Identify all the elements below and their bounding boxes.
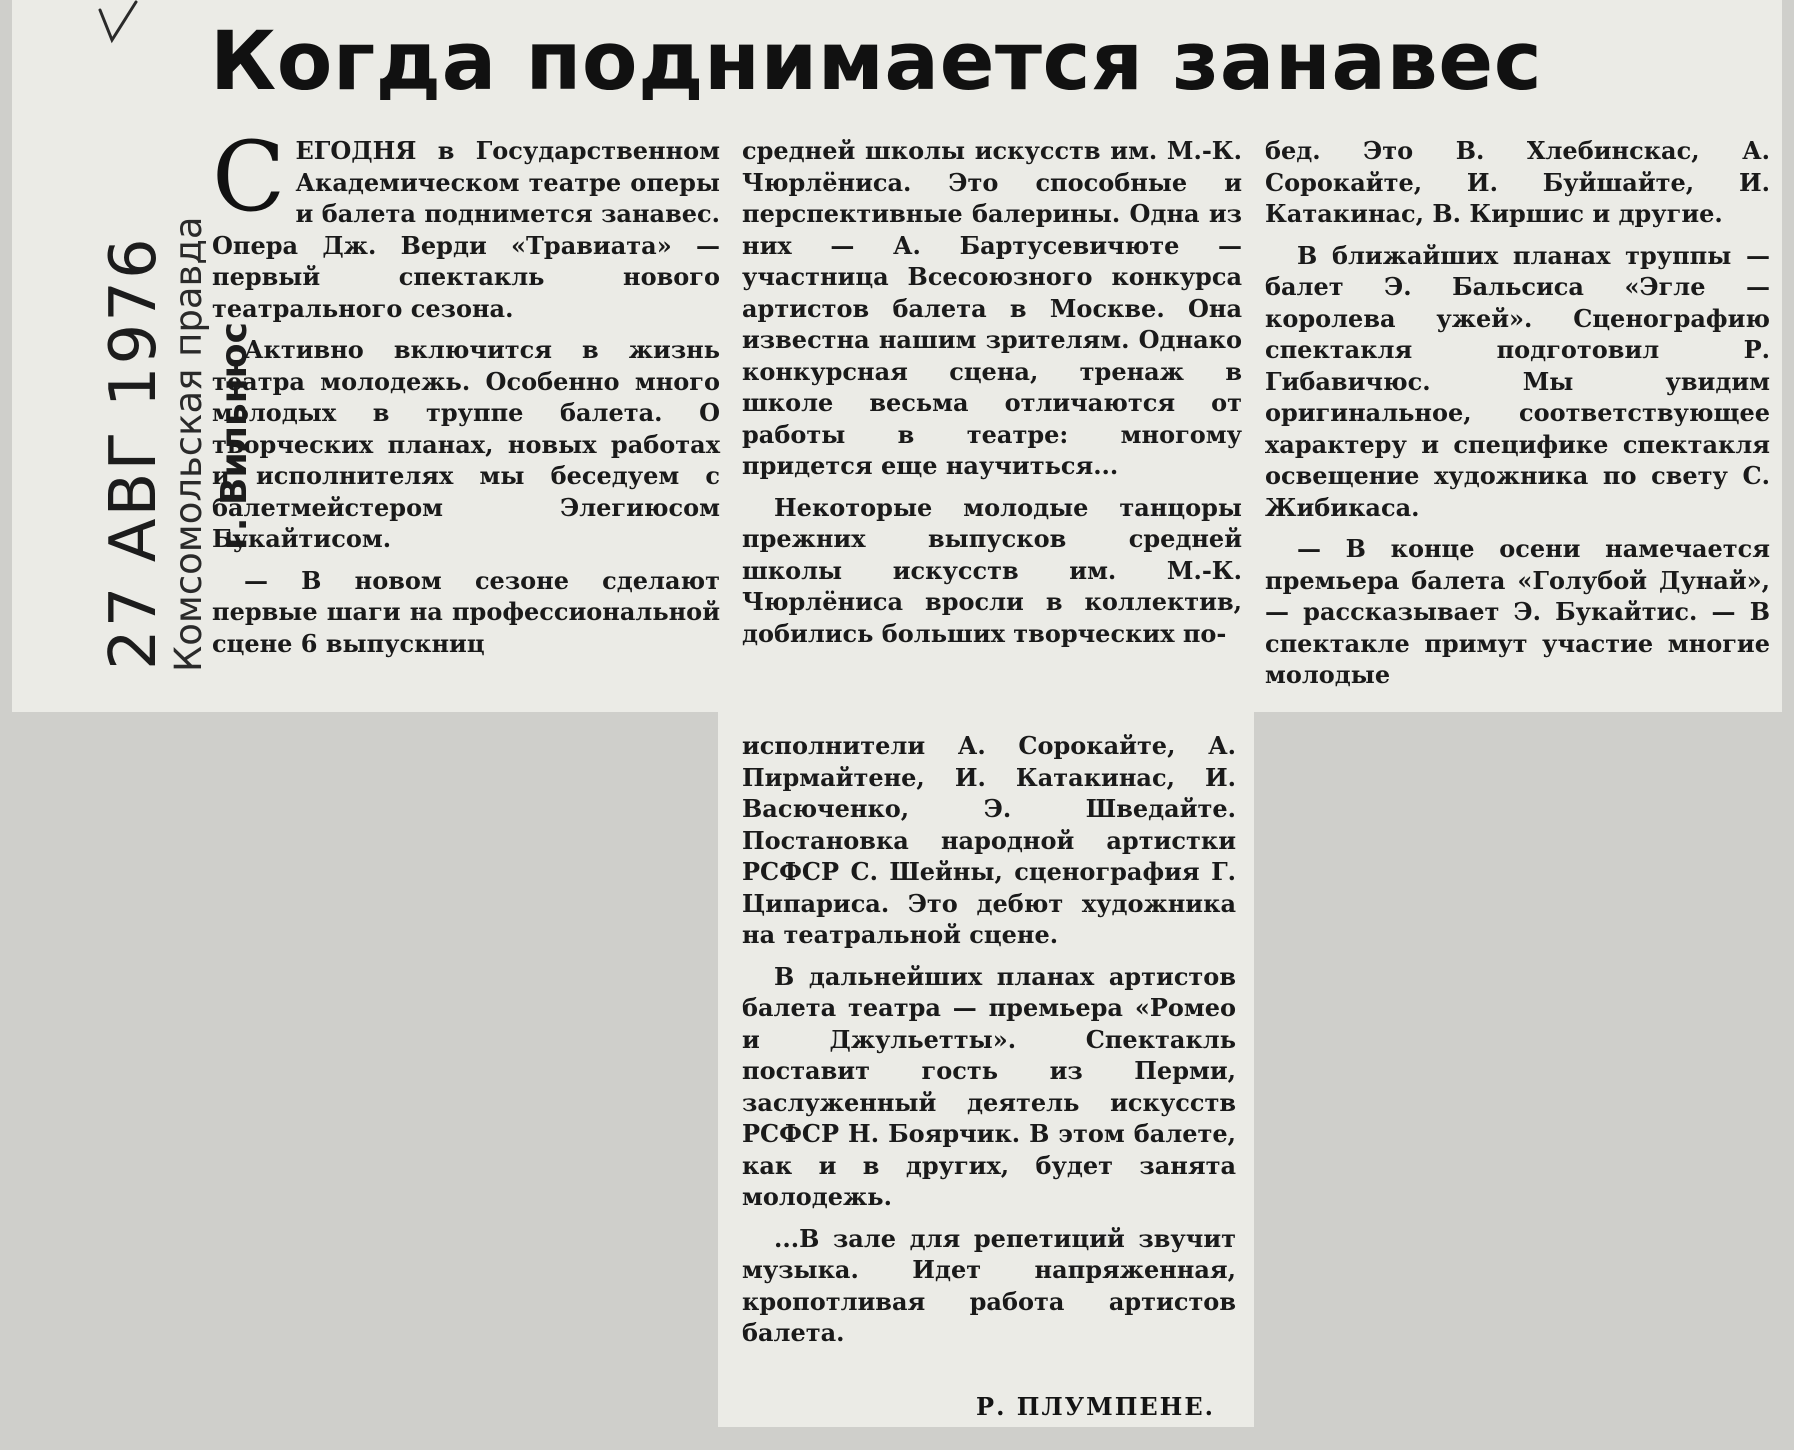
article-column-4 [742, 730, 1236, 1349]
drop-cap: С [212, 121, 286, 233]
article-column-1 [212, 121, 720, 659]
paragraph: исполнители А. Сорокайте, А. Пирмайтене, И. Катакинас, И. Васюченко, Э. Шведайте. Постановка народной артистки РСФСР С. Шейны, сценография Г. Ципариса. Это дебют художника на театральной сцене. [742, 731, 1236, 949]
paragraph: — В новом сезоне сделают первые шаги на профессиональной сцене 6 выпускниц [212, 565, 720, 658]
paragraph: Активно включится в жизнь театра молодежь. Особенно много молодых в труппе балета. О творческих планах, новых работах и исполнителях мы беседуем с балетмейстером Элегиюсом Букайтисом. [212, 335, 720, 553]
handwritten-check-mark [96, 0, 156, 50]
paragraph-text: ЕГОДНЯ в Государственном Академическом театре оперы и балета поднимется занавес. Опера Дж. Верди «Травиата» — первый спектакль нового театрального сезона. [212, 136, 720, 323]
stamp-date: 27 АВГ 1976 [97, 236, 171, 670]
paragraph: бед. Это В. Хлебинскас, А. Сорокайте, И. Буйшайте, И. Катакинас, В. Киршис и другие. [1265, 136, 1770, 228]
paragraph: Некоторые молодые танцоры прежних выпусков средней школы искусств им. М.-К. Чюрлёниса вросли в коллектив, добились больших творческих по- [742, 492, 1242, 648]
headline: Когда поднимается занавес [210, 15, 1543, 109]
author-signature: Р. ПЛУМПЕНЕ. [976, 1392, 1215, 1421]
paragraph: средней школы искусств им. М.-К. Чюрлёниса. Это способные и перспективные балерины. Одна из них — А. Бартусевичюте — участница Всесоюзного конкурса артистов балета в Москве. Она известна нашим зрителям. Однако конкурсная сцена, тренаж в школе весьма отличаются от работы в театре: многому придется еще научиться... [742, 136, 1242, 480]
stamp-city: г. Вильнюс [214, 321, 255, 550]
paragraph: В ближайших планах труппы — балет Э. Бальсиса «Эгле — королева ужей». Сценографию спектакля подготовил Р. Гибавичюс. Мы увидим оригинальное, соответствующее характеру и специфике спектакля освещение художника по свету С. Жибикаса. [1265, 240, 1770, 522]
paragraph: В дальнейших планах артистов балета театра — премьера «Ромео и Джульетты». Спектакль поставит гость из Перми, заслуженный деятель искусств РСФСР Н. Боярчик. В этом балете, как и в других, будет занята молодежь. [742, 961, 1236, 1211]
paragraph: ...В зале для репетиций звучит музыка. Идет напряженная, кропотливая работа артистов балета. [742, 1223, 1236, 1347]
paragraph [212, 121, 720, 324]
stamp-newspaper: Комсомольская правда [167, 216, 210, 672]
article-column-2 [742, 135, 1242, 649]
article-column-3 [1265, 135, 1770, 691]
paragraph: — В конце осени намечается премьера балета «Голубой Дунай», — рассказывает Э. Букайтис. — В спектакле примут участие многие молодые [1265, 534, 1770, 689]
